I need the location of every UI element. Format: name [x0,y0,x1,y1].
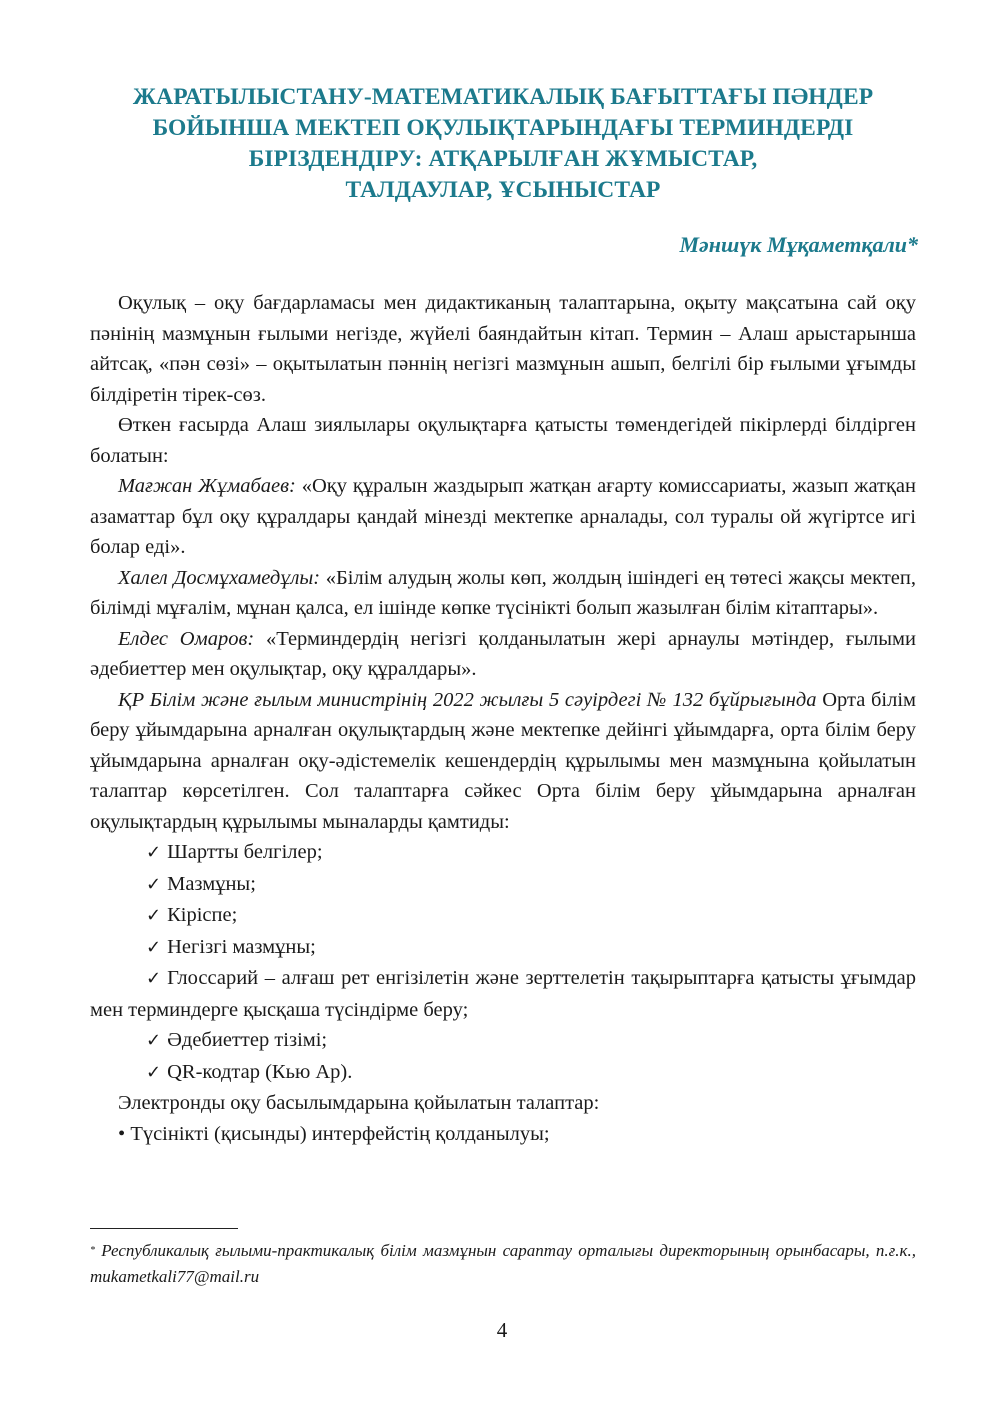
checkmark-icon: ✓ [146,842,162,863]
paragraph-7: Электронды оқу басылымдарына қойылатын талаптар: [118,1092,600,1114]
title-line-3: БІРІЗДЕНДІРУ: АТҚАРЫЛҒАН ЖҰМЫСТАР, [248,146,758,172]
checkmark-icon: ✓ [146,905,162,926]
author-name: Мәншүк Мұқаметқали* [679,232,918,257]
quote-author: Халел Досмұхамедұлы: [118,566,321,589]
list-item: ✓ Әдебиеттер тізімі; [90,1025,916,1057]
checkmark-icon: ✓ [146,968,162,989]
order-reference: ҚР Білім және ғылым министрінің 2022 жылғы 5 сәуірдегі № 132 бұйрығында [118,688,817,711]
quote-author: Мағжан Жұмабаев: [118,475,296,497]
list-item: ✓ Глоссарий – алғаш рет енгізілетін және зерттелетін тақырыптарға қатысты ұғымдар мен терминдерге қысқаша түсіндірме беру; [90,963,916,1025]
page-number: 4 [496,1318,508,1342]
paragraph-6 [90,685,916,838]
title-line-4: ТАЛДАУЛАР, ҰСЫНЫСТАР [345,177,661,203]
quote-text: «Терминдердің негізгі қолданылатын жері арнаулы мәтіндер, ғылыми әдебиеттер мен оқулықтар, оқу құралдары». [90,627,917,680]
bullet-icon: • [118,1122,126,1145]
bullet-item: • Түсінікті (қисынды) интерфейстің қолданылуы; [118,1122,550,1145]
footnote-divider [90,1228,238,1229]
quote-text: «Білім алудың жолы көп, жолдың ішіндегі ең төтесі жақсы мектеп, білімді мұғалім, мұнан қалса, ел ішінде көпке түсінікті болып жазылған білім кітаптары». [90,566,916,619]
paragraph-1: Оқулық – оқу бағдарламасы мен дидактиканың талаптарына, оқыту мақсатына сай оқу пәнінің мазмұнын ғылыми негізде, жүйелі баяндайтын кітап. Термин – Алаш арыстарынша айтсақ, «пән сөзі» – оқытылатын пәннің негізгі мазмұнын ашып, белгілі бір ғылыми ұғымды білдіретін тірек-сөз. [90,292,916,406]
list-item: ✓ Кіріспе; [90,900,916,932]
checkmark-icon: ✓ [146,1061,162,1083]
footnote-text: Республикалық ғылыми-практикалық білім мазмұнын сараптау орталығы директорының орынбасары, п.ғ.к., mukametkali77@mail.ru [90,1241,916,1286]
title-line-2: БОЙЫНША МЕКТЕП ОҚУЛЫҚТАРЫНДАҒЫ ТЕРМИНДЕРДІ [152,115,854,141]
article-body [90,288,916,1149]
paragraph-5 [90,624,916,685]
order-text: Орта білім беру ұйымдарына арналған оқулықтардың және мектепке дейінгі ұйымдарға, орта білім беру ұйымдарына арналған оқу-әдістемелік кешендердің құрылымы мен мазмұнына қойылатын талаптар көрсетілген. Сол талаптарға сәйкес Орта білім беру ұйымдарына арналған оқулықтардың құрылымы мыналарды қамтиды: [90,688,916,833]
checkmark-icon: ✓ [146,936,162,958]
quote-author: Елдес Омаров: [118,627,255,650]
list-item: ✓ Шартты белгілер; [90,837,916,869]
paragraph-3 [90,471,916,563]
list-item: ✓ Негізгі мазмұны; [90,932,916,964]
paragraph-2: Өткен ғасырда Алаш зиялылары оқулықтарға қатысты төмендегідей пікірлерді білдірген болатын: [90,414,916,467]
footnote [90,1238,916,1290]
footnote-marker: * [90,1245,95,1256]
checkmark-icon: ✓ [146,873,162,895]
list-item: ✓ Мазмұны; [90,869,916,901]
title-line-1: ЖАРАТЫЛЫСТАНУ-МАТЕМАТИКАЛЫҚ БАҒЫТТАҒЫ ПӘНДЕР [132,84,874,110]
article-title [90,82,916,206]
checkmark-icon: ✓ [146,1030,162,1051]
paragraph-4 [90,563,916,624]
list-item: ✓ QR-кодтар (Кью Ар). [90,1057,916,1089]
quote-text: «Оқу құралын жаздырып жатқан ағарту комиссариаты, жазып жатқан азаматтар бұл оқу құралдары қандай мінезді мектепке арналады, сол туралы ой жүгіртсе игі болар еді». [90,475,916,558]
